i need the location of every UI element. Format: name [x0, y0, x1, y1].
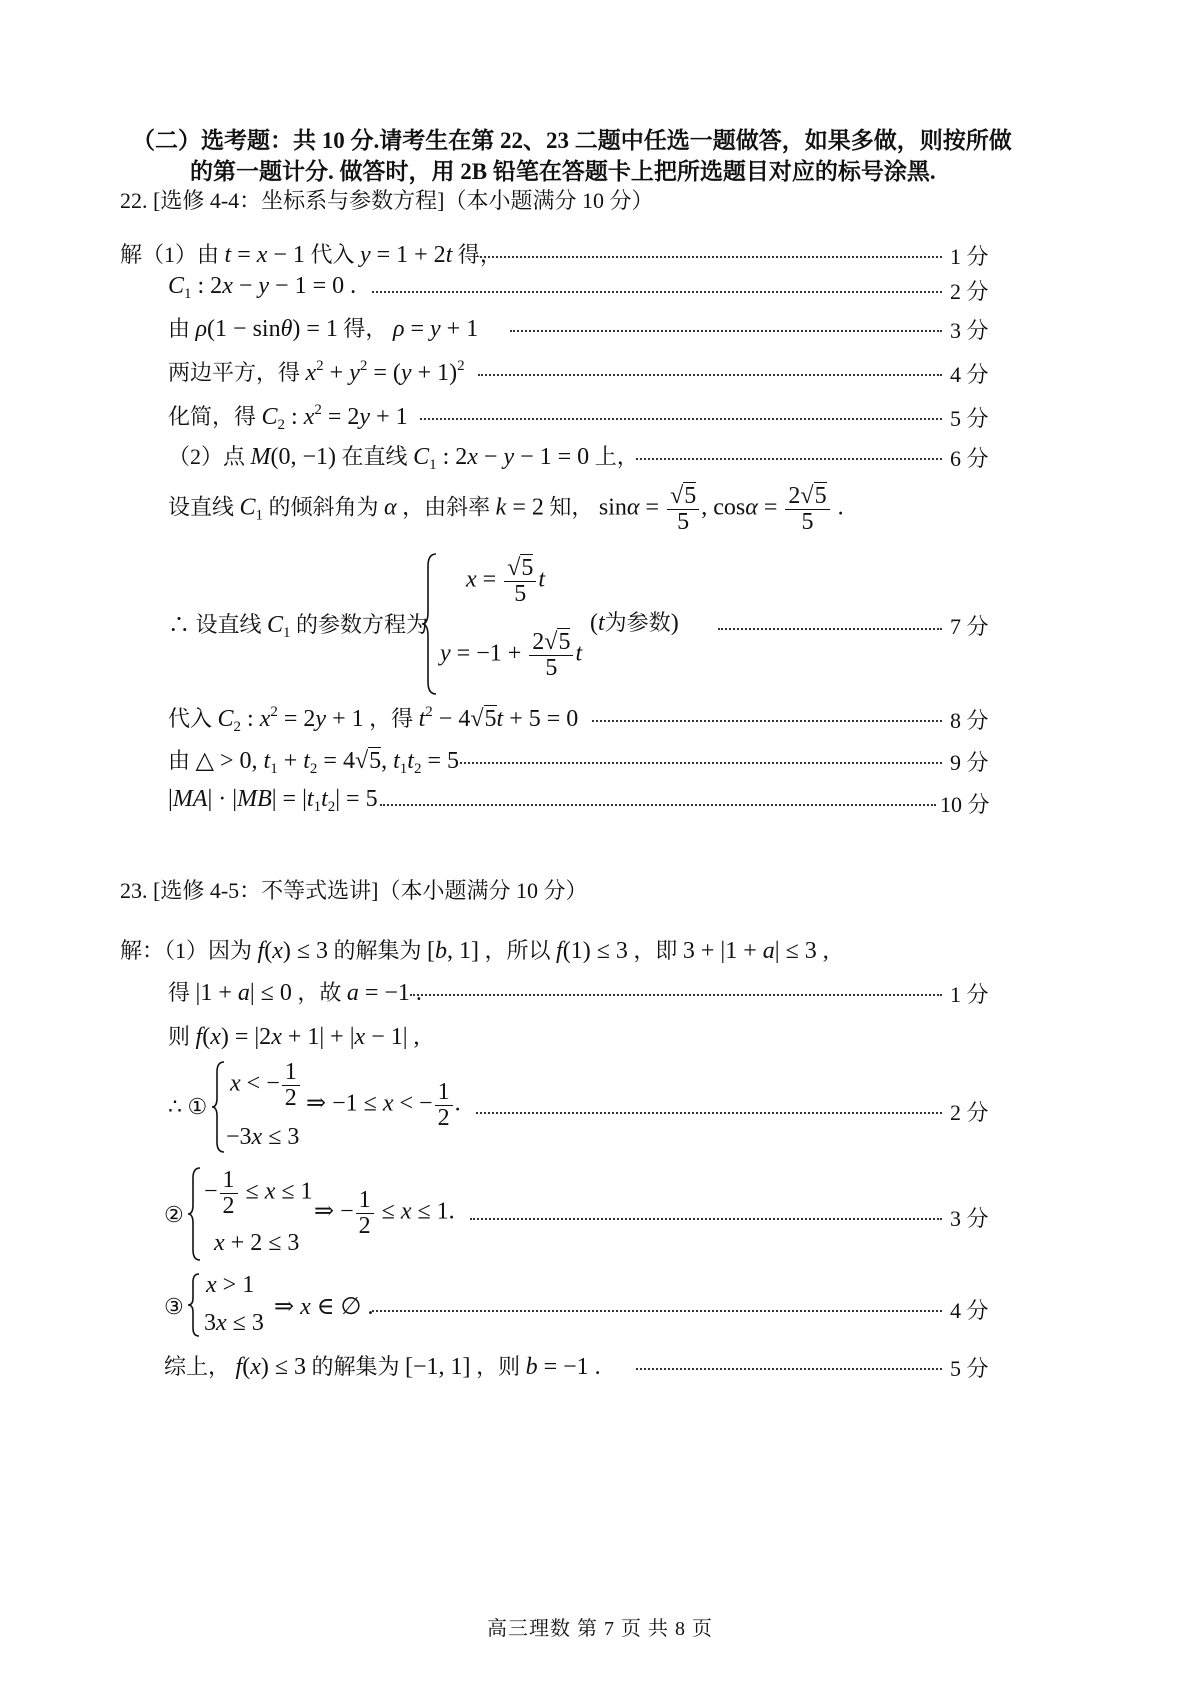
q22-step8-text-b: ，得	[369, 706, 414, 731]
q22-system-eq2: y = −1 + $\frac{2√5}{5}$ t	[440, 629, 583, 682]
q22-step9-text: 由	[168, 748, 191, 773]
section-header-line2: 的第一题计分. 做答时，用 2B 铅笔在答题卡上把所选题目对应的标号涂黑.	[190, 159, 936, 184]
q23-conclusion-text-c: ，则	[476, 1354, 521, 1379]
q22-step8-text-a: 代入	[168, 706, 213, 731]
q23-step1-text-a: 得	[168, 980, 191, 1005]
q22-step4-leader	[478, 374, 942, 376]
q23-step1: 得 |1 + a| ≤ 0 ，故 a = −1 .	[168, 980, 422, 1006]
q22-step6-text-b: 在直线	[341, 444, 408, 469]
q22-step4-text: 两边平方，得	[168, 360, 301, 385]
q22-angle-text-d: 知，	[549, 494, 594, 520]
q23-f-def-text: 则	[168, 1024, 191, 1049]
q22-step6-text-a: （2）点	[168, 444, 246, 469]
q23-intro-text-c: ，所以	[484, 938, 551, 963]
q22-step5: 化简，得 $C_2$ : $x^2 = 2y + 1$	[168, 402, 408, 433]
q22-score-1: 1 分	[950, 244, 989, 269]
q22-step9-leader	[460, 762, 942, 764]
q22-step6: （2）点 M(0, −1) 在直线 $C_1$ : 2x − y − 1 = 0 上，	[168, 444, 639, 473]
q23-intro-text-a: 解：（1）因为	[120, 938, 253, 963]
q22-step8: 代入 $C_2$ : $x^2 = 2y + 1$ ，得 $t^2 - 4√5t + 5 = 0$	[168, 704, 579, 735]
q22-step3-text-a: 由	[168, 316, 191, 341]
q22-step6-text-c: 上，	[594, 444, 639, 469]
q22-step3-text-b: 得，	[343, 316, 388, 341]
q22-param-note-text: 为参数	[604, 610, 671, 635]
q23-case1-result: ⇒ −1 ≤ x < − $\frac{1}{2}$ .	[306, 1079, 461, 1132]
page-footer: 高三理数 第 7 页 共 8 页	[487, 1618, 713, 1640]
q23-case3-cond1: x > 1	[206, 1272, 255, 1298]
q22-step7-text-b: 的参数方程为	[296, 612, 429, 637]
q22-angle-text-b: 的倾斜角为	[268, 494, 379, 520]
q23-case1-leader	[476, 1112, 942, 1114]
q23-score-5: 5 分	[950, 1356, 989, 1381]
q22-step5-text: 化简，得	[168, 404, 257, 429]
q22-system-brace	[420, 552, 442, 696]
q23-score-4: 4 分	[950, 1298, 989, 1323]
q23-score-1: 1 分	[950, 982, 989, 1007]
q22-score-4: 4 分	[950, 362, 989, 387]
q22-step-angle: 设直线 $C_1$ 的倾斜角为 α ，由斜率 k = 2 知， sinα = $\frac{√5}{5}$ , cosα = $\frac{2√5}{5}$ .	[168, 483, 844, 536]
q23-case3-brace	[186, 1272, 204, 1338]
q23-case2-result: ⇒ − $\frac{1}{2}$ ≤ x ≤ 1.	[314, 1187, 455, 1240]
q23-case3-label: ③	[164, 1294, 184, 1319]
q23-conclusion: 综上， f(x) ≤ 3 的解集为 [−1, 1] ，则 b = −1 .	[164, 1354, 601, 1380]
q22-score-5: 5 分	[950, 406, 989, 431]
q22-step6-leader	[636, 458, 942, 460]
q23-conclusion-text-a: 综上，	[164, 1354, 231, 1379]
q22-step1: 解（1）由 t = x − 1 代入 y = 1 + 2t 得，	[120, 242, 502, 268]
q23-case1-label: ∴ ①	[168, 1094, 208, 1119]
q23-score-2: 2 分	[950, 1100, 989, 1125]
q23-case2-cond2: x + 2 ≤ 3	[214, 1230, 300, 1256]
q22-angle-text-c: ，由斜率	[402, 494, 491, 520]
q23-case3-result: ⇒ x ∈ ∅ .	[274, 1294, 374, 1320]
q22-step7-text-a: ∴ 设直线	[168, 612, 262, 637]
q23-case2-leader	[470, 1218, 942, 1220]
q23-step1-text-b: ，故	[297, 980, 342, 1005]
q22-step5-leader	[420, 418, 942, 420]
q22-step1-text-a: 解（1）由	[120, 242, 220, 267]
q22-score-7: 7 分	[950, 614, 989, 639]
q23-intro-text-d: ，即	[633, 938, 678, 963]
q23-case1-cond2: −3x ≤ 3	[226, 1124, 300, 1150]
q22-step8-leader	[592, 720, 942, 722]
q22-step9: 由 △ > 0, $t_1 + t_2 = 4√5$, $t_1t_2 = 5$	[168, 748, 460, 777]
q23-case3-cond2: 3x ≤ 3	[204, 1310, 264, 1336]
q23-conclusion-leader	[636, 1368, 942, 1370]
q23-intro: 解：（1）因为 f(x) ≤ 3 的解集为 [b, 1] ，所以 f(1) ≤ 3 ，即 3 + |1 + a| ≤ 3 ,	[120, 938, 829, 964]
q22-step7-leader	[718, 628, 942, 630]
q23-case3-leader	[372, 1310, 942, 1312]
section-header-line1: （二）选考题：共 10 分.请考生在第 22、23 二题中任选一题做答，如果多做，则按所做	[132, 128, 1012, 153]
q22-score-10: 10 分	[940, 792, 990, 817]
q22-step10-leader	[380, 804, 936, 806]
q22-step3: 由 ρ(1 − sinθ) = 1 得， ρ = y + 1	[168, 316, 479, 342]
q22-step1-text-c: 得，	[457, 242, 502, 267]
q23-step1-leader	[410, 994, 942, 996]
q23-case2-brace	[186, 1166, 206, 1262]
q22-score-9: 9 分	[950, 750, 989, 775]
q22-step10: $|MA| \cdot |MB| = |t_1t_2| = 5$	[168, 786, 378, 815]
q22-score-2: 2 分	[950, 279, 989, 304]
q23-f-def: 则 f(x) = |2x + 1| + |x − 1| ,	[168, 1024, 420, 1050]
q23-score-3: 3 分	[950, 1206, 989, 1231]
q22-step1-leader	[480, 256, 942, 258]
q22-step2-leader	[372, 291, 942, 293]
q23-case2-cond1: − $\frac{1}{2}$ ≤ x ≤ 1	[204, 1167, 313, 1220]
q22-title: 22. [选修 4-4：坐标系与参数方程]（本小题满分 10 分）	[120, 188, 654, 213]
q22-angle-text-a: 设直线	[168, 494, 235, 520]
q22-score-3: 3 分	[950, 318, 989, 343]
q22-step7-label: ∴ 设直线 $C_1$ 的参数方程为	[168, 612, 429, 641]
q23-case2-label: ②	[164, 1202, 184, 1227]
q22-score-6: 6 分	[950, 446, 989, 471]
q22-step2: $C_1$ : 2x − y − 1 = 0 .	[168, 273, 357, 302]
q23-title: 23. [选修 4-5：不等式选讲]（本小题满分 10 分）	[120, 878, 588, 903]
q22-step3-leader	[510, 330, 942, 332]
q22-step4: 两边平方，得 $x^2 + y^2 = (y + 1)^2$	[168, 358, 465, 386]
q23-intro-text-b: 的解集为	[333, 938, 422, 963]
q23-case1-cond1: x < − $\frac{1}{2}$	[230, 1060, 302, 1111]
q22-param-note: (t为参数)	[590, 610, 679, 636]
q23-conclusion-text-b: 的解集为	[311, 1354, 400, 1379]
q22-score-8: 8 分	[950, 708, 989, 733]
q22-system-eq1: x = $\frac{√5}{5}$ t	[466, 555, 546, 608]
q22-step1-text-b: 代入	[310, 242, 355, 267]
